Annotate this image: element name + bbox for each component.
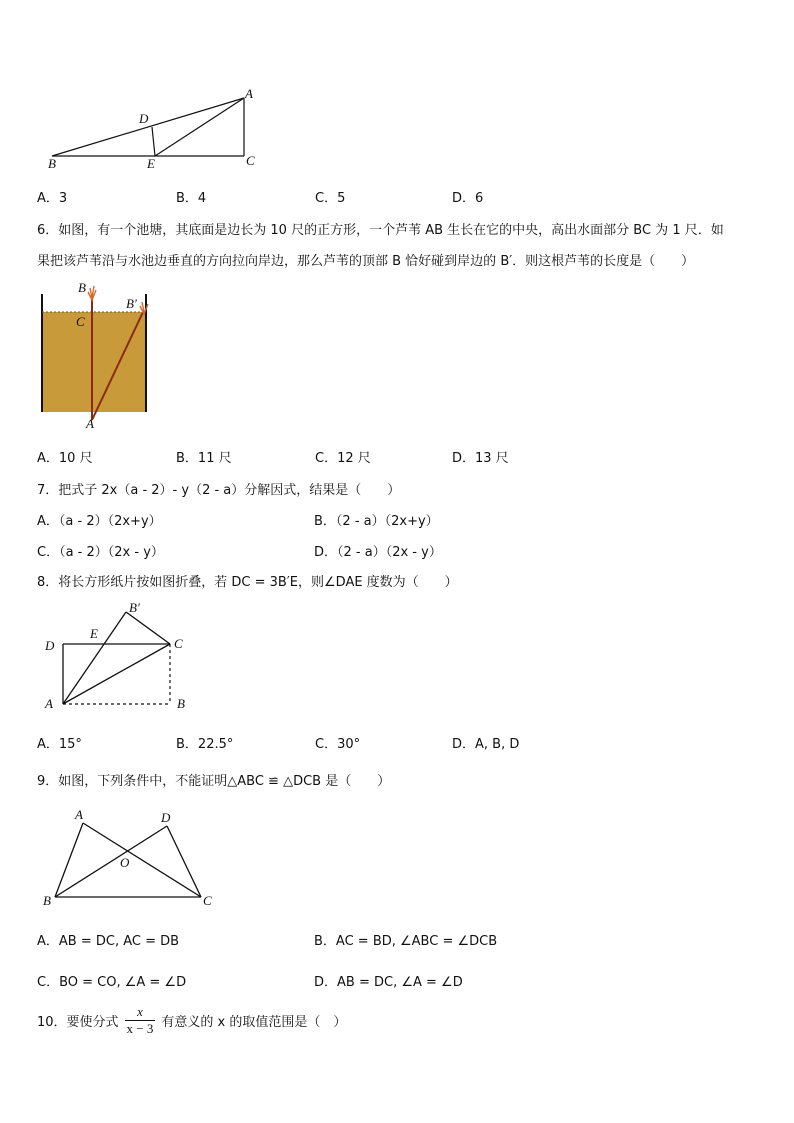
label-C: C xyxy=(203,893,212,908)
q9-option-a: A．AB = DC, AC = DB xyxy=(37,934,180,949)
q6-option-c: C．12 尺 xyxy=(315,451,371,466)
q10-stem-before: 10．要使分式 xyxy=(37,1015,119,1030)
label-B: B xyxy=(78,280,86,295)
label-D: D xyxy=(139,111,149,126)
q6-stem-line1: 6．如图，有一个池塘，其底面是边长为 10 尺的正方形，一个芦苇 AB 生长在它的中央，高出水面部分 BC 为 1 尺．如 xyxy=(37,223,724,238)
q5-option-b: B．4 xyxy=(176,191,207,206)
label-B: B xyxy=(177,696,185,711)
q6-option-b: B．11 尺 xyxy=(176,451,232,466)
q7-option-d: D．（2 - a）（2x - y） xyxy=(314,545,442,560)
q9-figure xyxy=(40,805,220,910)
q8-option-c: C．30° xyxy=(315,737,361,752)
q8-option-a: A．15° xyxy=(37,737,82,752)
q6-option-a: A．10 尺 xyxy=(37,451,93,466)
q5-option-d: D．6 xyxy=(452,191,484,206)
label-C: C xyxy=(76,314,85,329)
q6-option-d: D．13 尺 xyxy=(452,451,509,466)
q9-option-b: B．AC = BD, ∠ABC = ∠DCB xyxy=(314,934,498,949)
q5-figure xyxy=(40,88,270,174)
label-E: E xyxy=(147,156,155,171)
q8-figure xyxy=(40,598,200,716)
q7-option-b: B．（2 - a）（2x+y） xyxy=(314,514,439,529)
q7-option-c: C．（a - 2）（2x - y） xyxy=(37,545,164,560)
q10-stem xyxy=(37,1004,346,1037)
label-A: A xyxy=(75,807,83,822)
label-E: E xyxy=(90,626,98,641)
label-B-prime: B′ xyxy=(129,600,140,615)
q6-figure xyxy=(36,280,160,428)
q8-option-b: B．22.5° xyxy=(176,737,234,752)
q10-fraction-numerator: x xyxy=(125,1004,156,1021)
label-O: O xyxy=(120,855,130,870)
label-A: A xyxy=(245,88,253,101)
q5-option-c: C．5 xyxy=(315,191,346,206)
q5-option-a: A．3 xyxy=(37,191,68,206)
q8-stem: 8．将长方形纸片按如图折叠，若 DC = 3B′E，则∠DAE 度数为（ ） xyxy=(37,575,458,590)
label-B-prime: B′ xyxy=(126,296,137,311)
label-B: B xyxy=(48,156,56,171)
q10-fraction xyxy=(125,1004,156,1037)
label-C: C xyxy=(246,153,255,168)
q6-stem-line2: 果把该芦苇沿与水池边垂直的方向拉向岸边，那么芦苇的顶部 B 恰好碰到岸边的 B′．则这根芦苇的长度是（ ） xyxy=(37,254,695,269)
label-C: C xyxy=(174,636,183,651)
label-D: D xyxy=(161,810,171,825)
q9-option-c: C．BO = CO, ∠A = ∠D xyxy=(37,975,187,990)
q9-stem: 9．如图，下列条件中，不能证明△ABC ≌ △DCB 是（ ） xyxy=(37,774,391,789)
label-D: D xyxy=(45,638,55,653)
q7-stem: 7．把式子 2x（a - 2）- y（2 - a）分解因式，结果是（ ） xyxy=(37,483,401,498)
q10-stem-after: 有意义的 x 的取值范围是（ ） xyxy=(161,1015,347,1030)
q8-option-d: D．A, B, D xyxy=(452,737,520,752)
pond-water xyxy=(42,312,146,412)
label-A: A xyxy=(86,416,94,428)
label-A: A xyxy=(45,696,53,711)
q10-fraction-denominator: x − 3 xyxy=(126,1021,154,1036)
label-B: B xyxy=(43,893,51,908)
q9-option-d: D．AB = DC, ∠A = ∠D xyxy=(314,975,463,990)
q7-option-a: A．（a - 2）（2x+y） xyxy=(37,514,162,529)
